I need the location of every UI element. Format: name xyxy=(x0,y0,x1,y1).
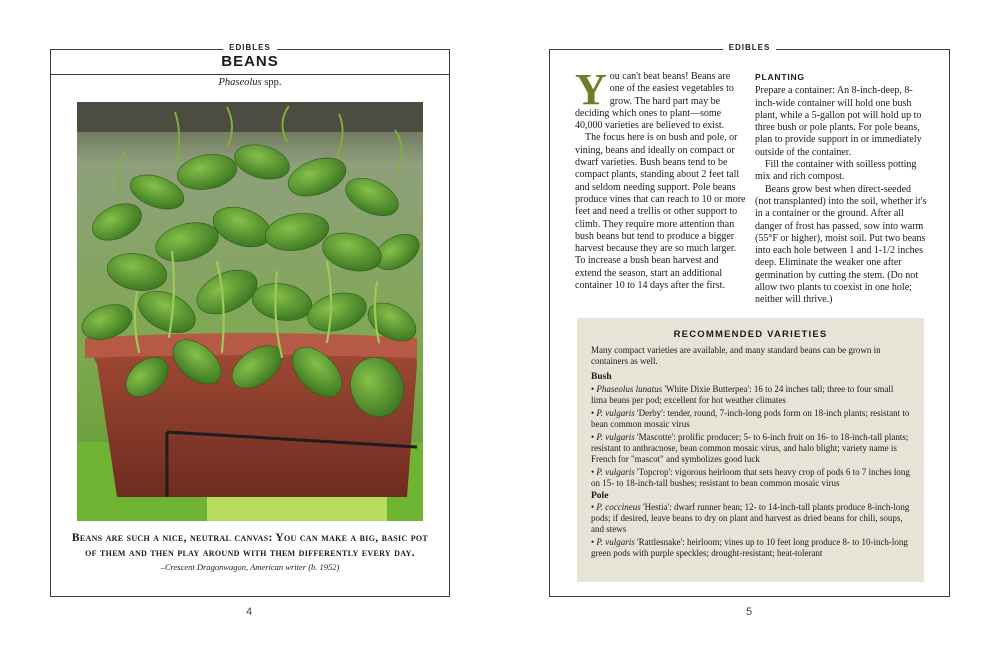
variety-description: 'Hestia': dwarf runner bean; 12- to 14-inch-tall plants produce 8-inch-long pods; if desired, leave beans to dry on plant and harvest as dried beans for chili, soups, and stews xyxy=(591,502,910,534)
variety-description: 'Topcrop': vigorous heirloom that sets heavy crop of pods 6 to 7 inches long on 15- to 18-inch-tall bushes; resistant to bean common mosaic virus xyxy=(591,466,910,488)
bean-plant-photo xyxy=(77,102,423,521)
bullet: • xyxy=(591,502,597,512)
intro-paragraph-1-text: ou can't beat beans! Beans are one of the easiest vegetables to grow. The hard part may be deciding which ones to plant—some 40,000 varieties are believed to exist. xyxy=(575,71,734,132)
page-title: BEANS xyxy=(221,53,279,70)
pole-label: Pole xyxy=(591,490,609,501)
variety-species: P. vulgaris xyxy=(596,407,635,418)
variety-species: Phaseolus lunatus xyxy=(596,383,663,394)
variety-species: P. vulgaris xyxy=(596,466,635,477)
section-label: EDIBLES xyxy=(223,43,277,52)
variety-description: 'Mascotte': prolific producer; 5- to 6-inch fruit on 16- to 18-inch-tall plants; resistant to anthracnose, bean common mosaic virus, and halo blight; variety name is French for "mascot" and symbolizes good luck xyxy=(591,431,909,464)
intro-paragraph-1 xyxy=(575,65,746,132)
planting-column xyxy=(755,71,927,307)
scientific-genus: Phaseolus xyxy=(218,77,262,88)
left-page xyxy=(50,43,450,597)
bullet: • xyxy=(591,466,597,477)
intro-column xyxy=(575,65,746,292)
variety-item xyxy=(591,467,910,489)
varieties-heading: RECOMMENDED VARIETIES xyxy=(673,329,828,340)
varieties-intro: Many compact varieties are available, and many standard beans can be grown in containers as well. xyxy=(591,345,881,366)
bullet: • xyxy=(591,431,597,442)
quote-text: Beans are such a nice, neutral canvas: You can make a big, basic pot of them and then play around with them differently every day. xyxy=(71,532,429,559)
variety-species: P. vulgaris xyxy=(596,537,635,547)
variety-item xyxy=(591,502,910,535)
planting-paragraph-2: Fill the container with soilless potting mix and rich compost. xyxy=(755,159,917,183)
variety-description: 'White Dixie Butterpea': 16 to 24 inches tall; three to four small lima beans per pod; excellent for hot weather climates xyxy=(591,383,894,405)
variety-description: 'Derby': tender, round, 7-inch-long pods form on 18-inch plants; resistant to bean common mosaic virus xyxy=(591,407,910,429)
variety-item xyxy=(591,432,910,465)
page-number-left: 4 xyxy=(246,606,253,618)
quote-attribution: –Crescent Dragonwagon, American writer (b. 1952) xyxy=(160,562,340,572)
quote-block xyxy=(71,531,429,572)
bullet: • xyxy=(591,407,597,418)
variety-species: P. coccineus xyxy=(596,502,641,512)
section-label: EDIBLES xyxy=(723,43,777,52)
planting-heading: PLANTING xyxy=(755,72,805,82)
right-page xyxy=(549,43,950,597)
scientific-name xyxy=(51,77,449,88)
variety-item xyxy=(591,537,910,559)
bullet: • xyxy=(591,537,597,547)
recommended-varieties-box xyxy=(577,318,924,582)
variety-description: 'Rattlesnake': heirloom; vines up to 10 feet long produce 8- to 10-inch-long green pods with purple speckles; drought-resistant; heat-tolerant xyxy=(591,537,908,558)
bullet: • xyxy=(591,383,597,394)
intro-paragraph-2: The focus here is on bush and pole, or vining, beans and ideally on compact or dwarf varieties. Bush beans tend to be compact plants, standing about 2 feet tall and seldom needing support. Pole beans produce vines that can reach to 10 or more feet and need a trellis or other support to climb. They require more attention than bush beans but tend to produce a bigger harvest because they are so much larger. To increase a bush bean harvest and extend the season, start an additional container 10 to 14 days after the first. xyxy=(575,132,746,292)
variety-item xyxy=(591,384,910,406)
bush-label: Bush xyxy=(591,372,612,382)
planting-paragraph-3: Beans grow best when direct-seeded (not transplanted) into the soil, whether it's in a container or the ground. After all danger of frost has passed, sow into warm (55°F or higher), moist soil. Put two beans into each hole between 1 and 1-1/2 inches deep. Eliminate the weaker one after germination by cutting the stem. (Do not allow two plants to coexist in one hole; neither will thrive.) xyxy=(755,183,927,306)
title-bar xyxy=(51,50,449,75)
page-number-right: 5 xyxy=(746,606,753,618)
scientific-suffix: spp. xyxy=(261,77,282,88)
variety-item xyxy=(591,408,910,430)
drop-cap: Y xyxy=(575,65,607,114)
planting-paragraph-1: Prepare a container: An 8-inch-deep, 8-inch-wide container will hold one bush plant, while a 5-gallon pot will hold up to three bush or pole plants. For pole beans, plan to provide support in or immediately outside of the container. xyxy=(755,85,922,158)
pole-list xyxy=(591,502,910,559)
variety-species: P. vulgaris xyxy=(596,431,635,442)
bush-list xyxy=(591,384,910,489)
